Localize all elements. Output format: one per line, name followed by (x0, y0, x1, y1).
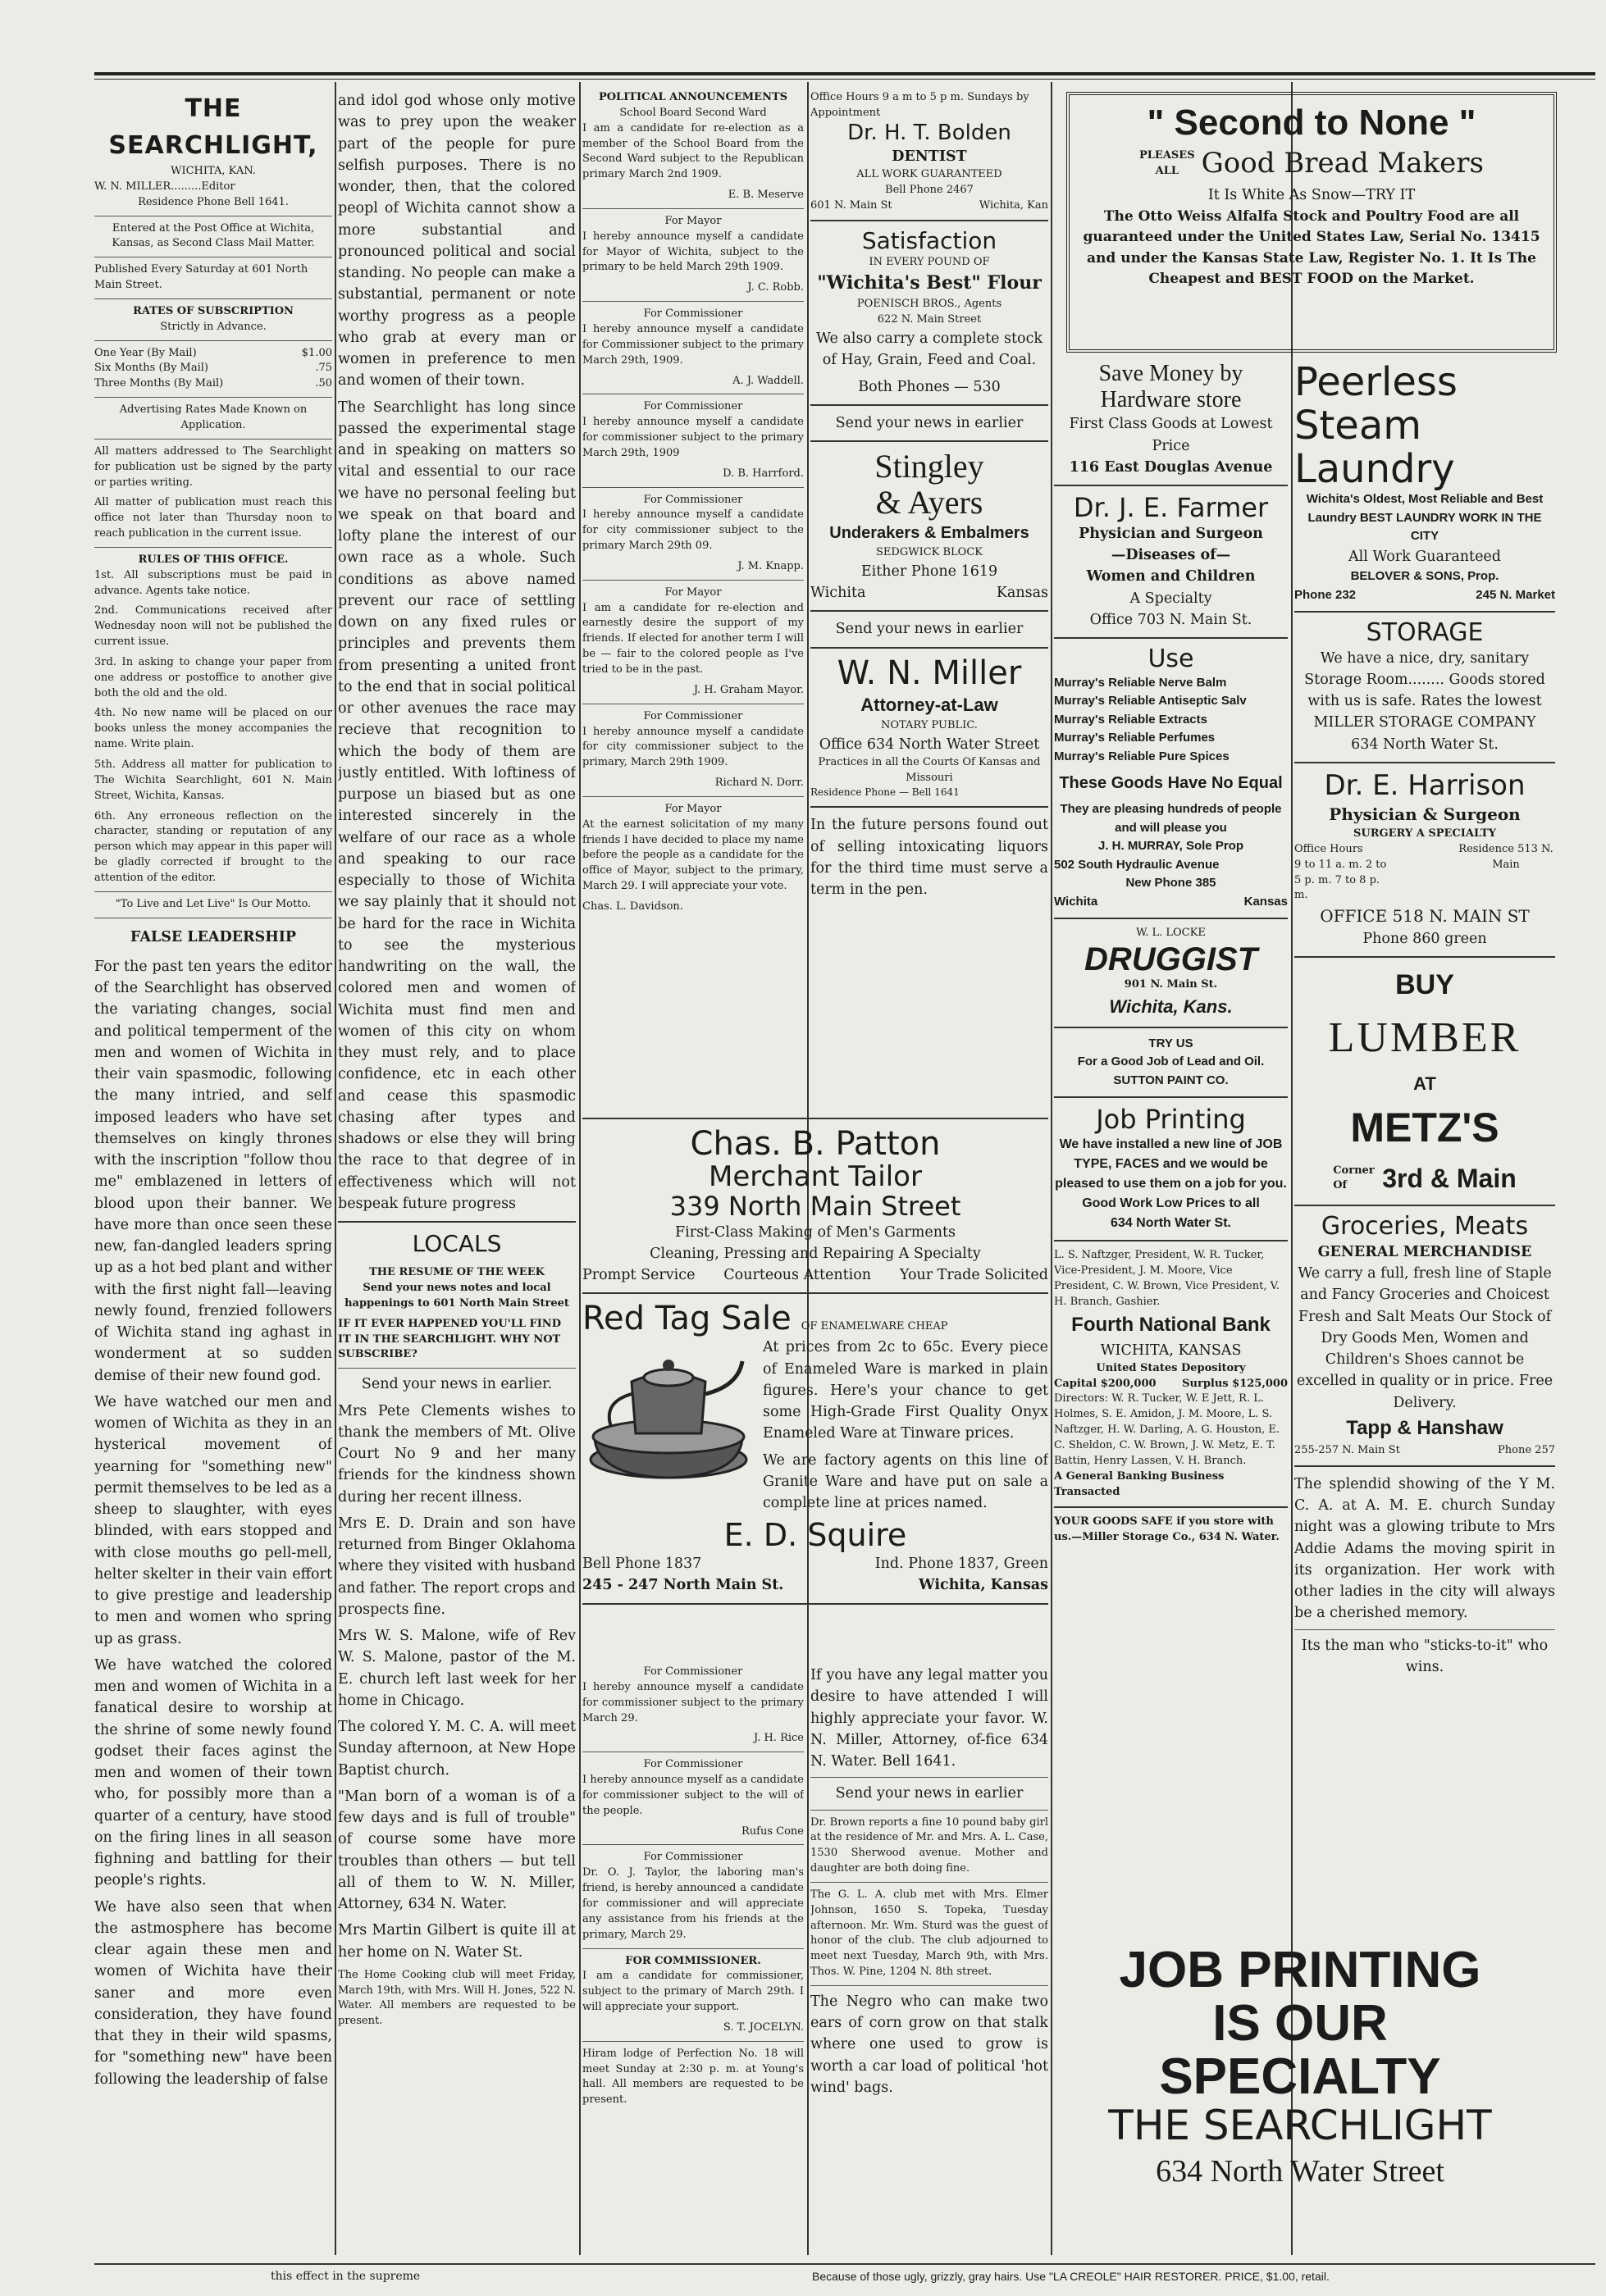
local-item: "Man born of a woman is of a few days and is full of trouble" of course some have more troubles than others — but tell all of them to W. N. Miller, Attorney, 634 N. Water. (338, 1788, 576, 1912)
harrison-res: Residence 513 N. Main (1458, 842, 1554, 871)
murray-item: Murray's Reliable Pure Spices (1054, 749, 1230, 763)
political-name: Rufus Cone (741, 1824, 804, 1838)
murray-title: Use (1147, 645, 1194, 674)
bank-surplus: Surplus $125,000 (1182, 1377, 1288, 1390)
patton-name: Chas. B. Patton (690, 1125, 941, 1163)
harrison-name: Dr. E. Harrison (1324, 768, 1526, 802)
locals-sub: THE RESUME OF THE WEEK (369, 1266, 545, 1279)
satisfaction-seller: POENISCH BROS., Agents (856, 298, 1002, 311)
laundry-text: Wichita's Oldest, Most Reliable and Best Laundry BEST LAUNDRY WORK IN THE CITY (1306, 492, 1544, 544)
column-rule (1051, 82, 1052, 2255)
metz-lumber: LUMBER (1328, 1014, 1522, 1062)
local-item: Mrs Pete Clements wishes to thank the members of Mt. Olive Court No 9 and her many friends for the kindness shown during her recent illness. (338, 1402, 576, 1506)
laundry-address: 245 N. Market (1476, 587, 1555, 602)
miller-title: Attorney-at-Law (860, 694, 998, 715)
political-name: S. T. JOCELYN. (723, 2020, 804, 2034)
satisfaction-text: We also carry a complete stock of Hay, Grain, Feed and Coal. (816, 330, 1043, 369)
political-name: E. B. Meserve (728, 189, 804, 202)
political-text: At the earnest solicitation of my many friends I have decided to place my name before the people as a candidate for the office of Mayor, subject to the primary, March 29. I will appreciate your vote. (582, 818, 804, 893)
hiram-notice: Hiram lodge of Perfection No. 18 will meet Sunday at 2:30 p. m. at Young's hall. All members are requested to be present. (582, 2047, 804, 2107)
stingley-title: Underakers & Embalmers (829, 524, 1029, 543)
political-office: For Commissioner (643, 1758, 743, 1771)
masthead-phone: Residence Phone Bell 1641. (138, 195, 289, 208)
harrison-spec: SURGERY A SPECIALTY (1353, 827, 1496, 840)
jobprint-l2: IS OUR SPECIALTY (1159, 1995, 1441, 2106)
murray-owner: J. H. MURRAY, Sole Prop (1098, 839, 1243, 854)
jobprint-l1: JOB PRINTING (1119, 1943, 1481, 1998)
rule-item: 4th. No new name will be placed on our books unless the money accompanies the name. Write plain. (94, 707, 332, 751)
patton-address: 339 North Main Street (669, 1191, 961, 1223)
job-text: We have installed a new line of JOB TYPE, FACES and we would be pleased to use them on a job for you. (1055, 1137, 1287, 1191)
job-address: 634 North Water St. (1111, 1216, 1231, 1231)
rates-title: RATES OF SUBSCRIPTION (133, 304, 294, 317)
second-good: Good Bread Makers (1201, 147, 1484, 180)
send-news: Send your news in earlier (835, 1785, 1024, 1802)
masthead-title: THE SEARCHLIGHT, (108, 94, 318, 160)
rate-row: Three Months (By Mail) .50 (94, 377, 332, 390)
miller-initials: W. N. (837, 654, 922, 692)
political-office: For Commissioner (643, 400, 743, 413)
murray-phone: New Phone 385 (1125, 876, 1216, 891)
murray-city: Wichita (1054, 894, 1098, 909)
political-text: I hereby announce myself as a candidate for commissioner subject to the will of the people. (582, 1774, 804, 1817)
bolden-name: Dr. H. T. Bolden (847, 120, 1011, 145)
bolden-phone: Bell Phone 2467 (885, 183, 974, 196)
storage-address: 634 North Water St. (1351, 736, 1499, 753)
rule-item: 3rd. In asking to change your paper from one address or postoffice to another give both the old and the old. (94, 655, 332, 699)
stingley-name: Stingley (874, 448, 984, 485)
send-news: Send your news in earlier (835, 621, 1024, 638)
patton-f1: Prompt Service (582, 1267, 696, 1284)
matters-note: All matters addressed to The Searchlight for publication ust be signed by the party or parties writing. (94, 444, 332, 489)
political-text: I hereby announce myself a candidate for city commissioner subject to the primary, March 29th 1909. (582, 725, 804, 769)
satisfaction-sub: IN EVERY POUND OF (869, 255, 990, 268)
squire-text2: We are factory agents on this line of Granite Ware and have put on sale a complete line at prices named. (763, 1451, 1048, 1512)
editorial-paragraph: We have watched our men and women of Wichita as they in an hysterical movement of yearning for "something new" permit themselves to be led as a sheep to slaughter, with eyes blinded, with ears stopped and with close mouths go pell-mell, helter skelter in their vain effort to give prestige and leadership to men and women who spring up as grass. (94, 1393, 332, 1647)
bottom-rule (94, 2263, 1595, 2265)
second-title: " Second to None " (1147, 102, 1476, 143)
bolden-hours: Office Hours 9 a m to 5 p m. Sundays by Appointment (810, 91, 1029, 119)
second-white: It Is White As Snow—TRY IT (1207, 187, 1416, 204)
bolden-title: DENTIST (892, 148, 967, 165)
legal-notice: If you have any legal matter you desire to have attended I will highly appreciate your favor. W. N. Miller, Attorney, of-fice 634 N. Water. Bell 1641. (810, 1667, 1048, 1770)
rule-item: 1st. All subscriptions must be paid in advance. Agents take notice. (94, 568, 332, 597)
stingley-city: Wichita (810, 585, 866, 602)
patton-f2: Courteous Attention (723, 1267, 872, 1284)
tapp-title: Groceries, Meats (1321, 1212, 1529, 1241)
locals-title: LOCALS (412, 1230, 502, 1257)
editorial-paragraph: We have also seen that when the astmosphere has become clear again these men and women of Wichita have their saner and more even consideration, they have found that they in their wild spasms, for "something new" have been following the leadership of false (94, 1898, 332, 2088)
metz-street: 3rd & Main (1382, 1164, 1517, 1194)
sutton-try: TRY US (1148, 1036, 1193, 1050)
laundry-l1: Peerless (1294, 361, 1458, 405)
political-text: I hereby announce myself a candidate for Mayor of Wichita, subject to the primary to be held March 29th 1909. (582, 230, 804, 274)
squire-city: Wichita, Kansas (919, 1577, 1048, 1594)
farmer-office: Office 703 N. Main St. (1089, 611, 1252, 628)
column-rule (335, 82, 336, 2255)
local-item: The Home Cooking club will meet Friday, March 19th, with Mrs. Will H. Jones, 522 N. Water. All members are requested to be present. (338, 1968, 576, 2028)
masthead-place: WICHITA, KAN. (171, 165, 256, 177)
tapp-name: Tapp & Hanshaw (1346, 1416, 1503, 1439)
masthead-editor: W. N. MILLER.........Editor (94, 180, 235, 193)
farmer-d1: —Diseases of— (1111, 547, 1231, 564)
second-all: ALL (1155, 164, 1179, 177)
political-text: I hereby announce myself a candidate for city commissioner subject to the primary March 29th 09. (582, 508, 804, 553)
bolden-city: Wichita, Kan (979, 198, 1048, 212)
laundry-phone: Phone 232 (1294, 587, 1357, 602)
miller-name: Miller (932, 654, 1022, 692)
liquor-notice: In the future persons found out of selling intoxicating liquors for the third time must serve a term in the pen. (810, 817, 1048, 898)
miller-phone: Residence Phone — Bell 1641 (810, 786, 960, 799)
bank-city: WICHITA, KANSAS (1100, 1342, 1242, 1359)
metz-buy: BUY (1395, 969, 1454, 1001)
metz-corner: Corner Of (1333, 1164, 1375, 1192)
send-news: Send your news in earlier (835, 414, 1024, 431)
send-news: Send your news in earlier. (361, 1376, 553, 1393)
political-office: For Commissioner (643, 308, 743, 321)
harrison-hours: 9 to 11 a. m. 2 to 5 p. m. 7 to 8 p. m. (1294, 858, 1387, 902)
political-text: I am a candidate for re-election as a member of the School Board from the Second Ward subject to the Republican primary March 2nd 1909. (582, 121, 804, 181)
druggist-address: 901 N. Main St. (1124, 978, 1218, 991)
motto: "To Live and Let Live" Is Our Motto. (115, 897, 312, 910)
storage-title: STORAGE (1366, 618, 1484, 648)
rule-item: 5th. Address all matter for publication to The Wichita Searchlight, 601 N. Main Street, Wichita, Kansas. (94, 758, 332, 802)
locals-send: Send your news notes and local happenings to 601 North Main Street (344, 1282, 569, 1310)
sutton-name: SUTTON PAINT CO. (1113, 1073, 1229, 1087)
tapp-sub: GENERAL MERCHANDISE (1317, 1243, 1532, 1260)
hardware-text: First Class Goods at Lowest Price (1069, 416, 1273, 454)
bank-name: Fourth National Bank (1071, 1313, 1271, 1336)
political-office: For Commissioner (643, 1851, 743, 1864)
murray-address: 502 South Hydraulic Avenue (1054, 857, 1220, 872)
editorial-paragraph: For the past ten years the editor of the Searchlight has observed the variating changes, social and political temperment of the men and women of Wichita in their vain spasmodic, following the many intried, and self imposed leaders who have set themselves on kingly thrones with the inscription "follow thou me" emblazened in letters of blood upon their banner. We have more than once seen these new, fan-dangled leaders spring up as a hot bed plant and wither with the first night fall—leaving newly found, frenzied followers of Wichita stand ing aghast in wonderment at so sudden demise of their new found god. (94, 958, 332, 1384)
satisfaction-product: "Wichita's Best" Flour (817, 272, 1042, 294)
top-rule (94, 72, 1595, 75)
publication-note: All matter of publication must reach this office not later than Thursday noon to reach publication in the current issue. (94, 496, 332, 540)
advertising-note: Advertising Rates Made Known on Application. (119, 403, 308, 431)
druggist-name: W. L. LOCKE (1136, 927, 1206, 940)
farmer-d2: Women and Children (1086, 568, 1256, 585)
political-name: D. B. Harrford. (723, 467, 804, 480)
political-name: J. M. Knapp. (737, 559, 804, 572)
laundry-l2: Steam (1294, 402, 1421, 449)
laundry-l3: Laundry (1294, 445, 1455, 492)
second-pleases: PLEASES (1139, 149, 1195, 162)
rate-row: Six Months (By Mail) .75 (94, 362, 332, 375)
hardware-sub: Hardware store (1100, 387, 1242, 413)
political-text: I hereby announce myself a candidate for commissioner subject to the primary March 29. (582, 1680, 804, 1724)
job-text2: Good Work Low Prices to all (1082, 1196, 1260, 1211)
hardware-address: 116 East Douglas Avenue (1069, 458, 1273, 476)
footer-left: this effect in the supreme (271, 2270, 421, 2283)
political-text: Dr. O. J. Taylor, the laboring man's friend, is hereby announced a candidate for commissioner and will appreciate any assistance from his friends at the primary, March 29. (582, 1866, 804, 1941)
editorial-paragraph: and idol god whose only motive was to prey upon the weaker part of the people for pure selfish purposes. There is no wonder, then, that the colored peopl of Wichita cannot show a more substantial and pronounced political and social standing. No people can make a substantial, permanent or note worthy progress as a people who grab at every man or women in preference to men and women of their town. (338, 93, 576, 390)
patton-l2: Cleaning, Pressing and Repairing A Specialty (650, 1245, 981, 1262)
local-item: The colored Y. M. C. A. will meet Sunday afternoon, at New Hope Baptist church. (338, 1719, 576, 1779)
political-name: J. H. Graham Mayor. (693, 683, 804, 696)
squire-ind: Ind. Phone 1837, Green (874, 1556, 1048, 1573)
political-office: For Commissioner (643, 709, 743, 722)
wide-ads (582, 1111, 1048, 1660)
political-text: I hereby announce myself a candidate for commissioner subject to the primary March 29th, 1909 (582, 416, 804, 459)
political-name: A. J. Waddell. (732, 374, 804, 387)
column-4 (810, 90, 1048, 1091)
local-item: Mrs Martin Gilbert is quite ill at her home on N. Water St. (338, 1922, 576, 1961)
bank-capital: Capital $200,000 (1054, 1377, 1157, 1390)
stingley-name2: & Ayers (875, 484, 983, 522)
harrison-hours-title: Office Hours (1294, 842, 1363, 855)
laundry-guarantee: All Work Guaranteed (1348, 548, 1501, 565)
column-rule (579, 82, 581, 2255)
squire-title: Red Tag Sale (582, 1300, 792, 1338)
murray-item: Murray's Reliable Nerve Balm (1054, 675, 1227, 690)
second-to-none-ad (1066, 92, 1557, 353)
negro-notice: The Negro who can make two ears of corn grow on that stalk where one used to grow is worth a car load of political 'hot wind' bags. (810, 1993, 1048, 2096)
squire-text: At prices from 2c to 65c. Every piece of Enameled Ware is marked in plain figures. Here's your chance to get some High-Grade First Quality Onyx Enameled Ware at Tinware prices. (763, 1339, 1048, 1442)
rates-sub: Strictly in Advance. (160, 320, 267, 333)
political-text: I am a candidate for re-election and earnestly desire the support of my friends. If elected for another term I will be — fair to the colored people as I've tried to be in the past. (582, 601, 804, 676)
druggist-city: Wichita, Kans. (1109, 995, 1233, 1017)
column-4-lower (810, 1665, 1048, 2255)
rate-row: One Year (By Mail) $1.00 (94, 346, 332, 359)
political-office: For Commissioner (643, 493, 743, 506)
farmer-d3: A Specialty (1129, 590, 1212, 607)
political-text: I hereby announce myself a candidate for Commissioner subject to the primary March 29th, 1909. (582, 322, 804, 367)
political-office: For Mayor (664, 802, 722, 815)
column-rule (1291, 82, 1293, 2255)
murray-item: Murray's Reliable Perfumes (1054, 731, 1216, 745)
column-3-lower (582, 1665, 804, 2255)
satisfaction-phones: Both Phones — 530 (858, 378, 1001, 395)
political-text: I am a candidate for commissioner, subject to the primary of March 29th. I will appreciate your support. (582, 1970, 804, 2014)
brown-notice: Dr. Brown reports a fine 10 pound baby girl at the residence of Mr. and Mrs. A. L. Case, 1530 Sherwood avenue. Mother and daughter are both doing fine. (810, 1815, 1048, 1875)
rule-item: 6th. Any erroneous reflection on the character, standing or reputation of any person which may appear in this paper will be gladly corrected if brought to the attention of the editor. (94, 809, 332, 884)
bolden-address: 601 N. Main St (810, 198, 892, 212)
miller-office: Office 634 North Water Street (819, 736, 1040, 753)
political-name: Richard N. Dorr. (714, 777, 804, 790)
bolden-guarantee: ALL WORK GUARANTEED (856, 167, 1002, 180)
murray-item: Murray's Reliable Extracts (1054, 712, 1207, 727)
political-title: POLITICAL ANNOUNCEMENTS (598, 91, 788, 103)
jobprint-l3: THE SEARCHLIGHT (1108, 2102, 1492, 2150)
squire-name: E. D. Squire (723, 1517, 907, 1554)
metz-at: AT (1413, 1073, 1436, 1095)
rule-item: 2nd. Communications received after Wednesday noon will not be published the current issue. (94, 604, 332, 649)
satisfaction-address: 622 N. Main Street (877, 313, 982, 326)
stingley-phone: Either Phone 1619 (860, 563, 998, 580)
jobprint-l4: 634 North Water Street (1156, 2154, 1444, 2189)
murray-tag: These Goods Have No Equal (1059, 774, 1283, 793)
enamel-pot-icon (582, 1337, 755, 1484)
editorial-paragraph: The Searchlight has long since passed the experimental stage and in speaking on matters so vital and essential to our race we have no personal feeling but we speak on that board and lofty plane the interest of our own race as a whole. Such conditions as above named prevent our race of settling down on any fixed rules or principles and prevents them from presenting a united front to the end that in social political or other avenues the race may recieve that recognition to which the body of them are justly entitled. With loftiness of purpose un biased but as one interested sincerely in the welfare of our race as a whole and speaking to our race especially to those of Wichita we say plainly that it should not be hard for the race in Wichita to see the mysterious handwriting on the wall, the colored men and women of Wichita must find men and women of this city on whom they must rely, and to place confidence, etc in each other and cease this spasmodic chasing after types and shadows or else they will bring the race to that degree of in effectiveness which will not bespeak future progress (338, 399, 576, 1212)
squire-sub: OF ENAMELWARE CHEAP (801, 1320, 948, 1333)
bank-officers: L. S. Naftzger, President, W. R. Tucker, Vice-President, J. M. Moore, Vice President, C. W. Brown, Vice President, V. H. Branch, Gashier. (1054, 1249, 1280, 1308)
satisfaction-title: Satisfaction (861, 227, 997, 255)
miller-courts: Practices in all the Courts Of Kansas and Missouri (818, 755, 1041, 784)
hardware-title: Save Money by (1098, 361, 1243, 386)
bank-general: A General Banking Business Transacted (1054, 1469, 1225, 1498)
gla-notice: The G. L. A. club met with Mrs. Elmer Johnson, 1650 S. Topeka, Tuesday afternoon. Mr. Wm. Sturd was the guest of honor of the club. The club adjourned to meet next Tuesday, March 9th, with Mrs. Thos. W. Pine, 1204 N. 8th street. (810, 1888, 1048, 1979)
laundry-owner: BELOVER & SONS, Prop. (1350, 569, 1499, 584)
political-office: FOR COMMISSIONER. (625, 1954, 761, 1967)
masthead-entered: Entered at the Post Office at Wichita, Kansas, as Second Class Mail Matter. (112, 221, 315, 250)
stingley-block: SEDGWICK BLOCK (876, 546, 983, 559)
local-item: Mrs E. D. Drain and son have returned from Binger Oklahoma where they visited with husband and father. The report crops and prospects fine. (338, 1515, 576, 1618)
sutton-text: For a Good Job of Lead and Oil. (1077, 1055, 1265, 1069)
political-name: Chas. L. Davidson. (582, 900, 683, 913)
murray-state: Kansas (1243, 894, 1288, 909)
column-2 (338, 90, 576, 2255)
storage-note: YOUR GOODS SAFE if you store with us.—Miller Storage Co., 634 N. Water. (1054, 1515, 1280, 1544)
tapp-phone: Phone 257 (1498, 1443, 1555, 1456)
editorial-title: FALSE LEADERSHIP (130, 928, 297, 945)
editorial-paragraph: We have watched the colored men and women of Wichita in a fanatical desire to worship at the shrine of some newly found godset their faces aginst the men and women of their town who, for possibly more than a quarter of a century, have stood on the firing lines in all season fighning and battling for their people's rights. (94, 1656, 332, 1889)
job-printing-ad (1066, 1943, 1534, 2255)
murray-pleasing: They are pleasing hundreds of people and will please you (1060, 802, 1282, 835)
political-office: For Commissioner (643, 1665, 743, 1678)
locals-happen: IF IT EVER HAPPENED YOU'LL FIND IT IN THE SEARCHLIGHT. WHY NOT SUBSCRIBE? (338, 1317, 561, 1361)
top-rule-thin (94, 79, 1595, 80)
rules-title: RULES OF THIS OFFICE. (138, 553, 289, 566)
political-name: J. H. Rice (754, 1732, 804, 1745)
murray-item: Murray's Reliable Antiseptic Salv (1054, 694, 1247, 708)
ymca-notice: The splendid showing of the Y M. C. A. at A. M. E. church Sunday night was a glowing tribute to Mrs Addie Adams the moving spirit in its organization. Her work with other ladies in the city will always be a cherished memory. (1294, 1475, 1555, 1622)
patton-title: Merchant Tailor (709, 1160, 922, 1193)
bank-directors: Directors: W. R. Tucker, W. E Jett, R. L. Holmes, S. E. Amidon, J. M. Moore, L. S. Naftzger, H. W. Darling, A. G. Houston, E. C. Sheldon, C. W. Brown, J. W. Metz, E. T. Battin, Henry Lassen, V. H. Branch. (1054, 1392, 1280, 1467)
second-text: The Otto Weiss Alfalfa Stock and Poultry Food are all guaranteed under the United States Law, Serial No. 13415 and under the Kansas State Law, Register No. 1. It Is The Cheapest and BEST FOOD on the Market. (1083, 207, 1540, 288)
local-item: Mrs W. S. Malone, wife of Rev W. S. Malone, pastor of the M. E. church left last week for her home in Chicago. (338, 1628, 576, 1709)
tapp-address: 255-257 N. Main St (1294, 1443, 1400, 1456)
political-office: School Board Second Ward (619, 106, 767, 119)
job-title: Job Printing (1096, 1104, 1246, 1136)
harrison-title: Physician & Surgeon (1329, 804, 1521, 824)
miller-notary: NOTARY PUBLIC. (881, 718, 978, 731)
harrison-office: OFFICE 518 N. MAIN ST (1320, 906, 1530, 927)
harrison-phone: Phone 860 green (1362, 931, 1487, 948)
farmer-title: Physician and Surgeon (1079, 525, 1263, 542)
political-office: For Mayor (664, 585, 722, 599)
storage-name: MILLER STORAGE COMPANY (1313, 714, 1536, 731)
column-1 (94, 90, 332, 2255)
patton-f3: Your Trade Solicited (899, 1267, 1048, 1284)
squire-address: 245 - 247 North Main St. (582, 1577, 784, 1594)
column-6 (1294, 361, 1555, 1706)
stingley-state: Kansas (996, 585, 1048, 602)
sticks-notice: Its the man who "sticks-to-it" who wins. (1301, 1637, 1549, 1675)
footer-right: Because of those ugly, grizzly, gray hairs. Use "LA CREOLE" HAIR RESTORER. PRICE, $1.00, retail. (812, 2270, 1330, 2283)
druggist-title: DRUGGIST (1084, 941, 1258, 978)
masthead-published: Published Every Saturday at 601 North Main Street. (94, 263, 308, 292)
political-office: For Mayor (664, 214, 722, 227)
tapp-text: We carry a full, fresh line of Staple and Fancy Groceries and Choicest Fresh and Salt Meats Our Stock of Dry Goods Men, Women and Children's Shoes cannot be excelled in quality or in price. Free Delivery. (1296, 1265, 1554, 1411)
political-name: J. C. Robb. (747, 281, 804, 294)
farmer-name: Dr. J. E. Farmer (1073, 492, 1269, 524)
patton-l1: First-Class Making of Men's Garments (674, 1223, 956, 1241)
metz-name: METZ'S (1350, 1105, 1499, 1151)
storage-text: We have a nice, dry, sanitary Storage Room........ Goods stored with us is safe. Rates the lowest (1304, 649, 1545, 710)
squire-bell: Bell Phone 1837 (582, 1556, 702, 1573)
bank-dep: United States Depository (1096, 1361, 1246, 1374)
